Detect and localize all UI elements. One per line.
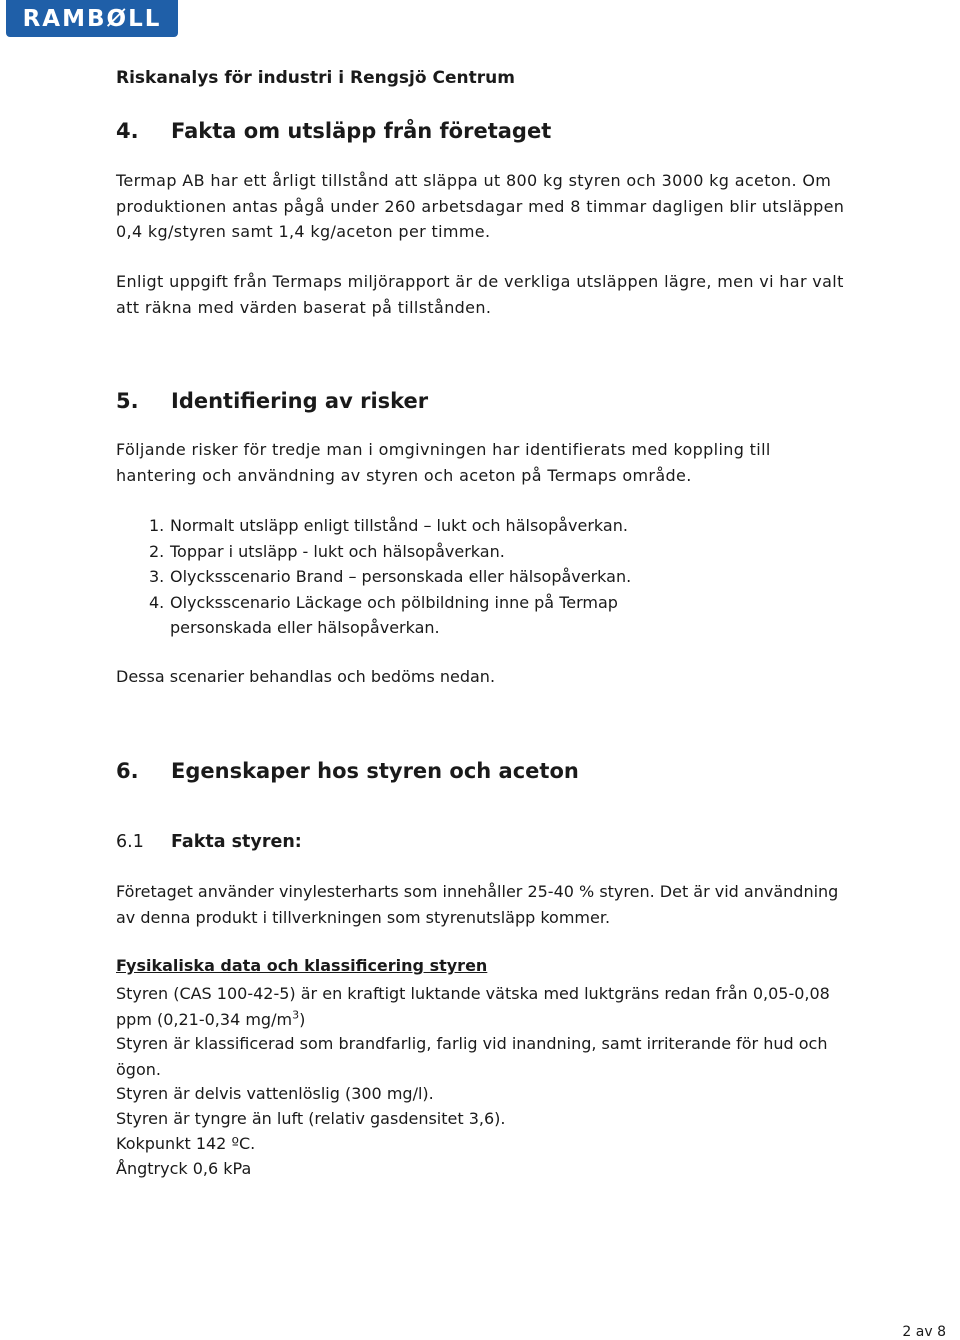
subsection-number: 6.1 xyxy=(116,832,144,852)
subsection-title: Fakta styren: xyxy=(171,832,302,852)
section-title: Identifiering av risker xyxy=(171,389,429,413)
list-item-text: Normalt utsläpp enligt tillstånd – lukt och hälsopåverkan. xyxy=(170,516,628,535)
physical-data-line-4: Styren är tyngre än luft (relativ gasdensitet 3,6). xyxy=(116,1109,506,1128)
physical-data-line-2: Styren är klassificerad som brandfarlig, farlig vid inandning, samt irriterande för hud och ögon. xyxy=(116,1034,828,1079)
list-item xyxy=(116,590,736,641)
section-5-intro: Följande risker för tredje man i omgivningen har identifierats med koppling till hantering och användning av styren och aceton på Termaps område. xyxy=(116,440,771,485)
superscript: 3 xyxy=(292,1008,300,1022)
logo-text: RAMBØLL xyxy=(22,5,162,32)
physical-data-line-1 xyxy=(116,981,846,1032)
list-item-text: Olycksscenario Brand – personskada eller hälsopåverkan. xyxy=(170,567,632,586)
risk-list xyxy=(116,513,736,641)
section-6-heading xyxy=(116,759,579,783)
physical-data-line-6: Ångtryck 0,6 kPa xyxy=(116,1159,252,1178)
section-4-heading xyxy=(116,119,551,143)
company-logo xyxy=(6,0,178,37)
section-5-outro: Dessa scenarier behandlas och bedöms nedan. xyxy=(116,667,496,686)
line-text: Styren (CAS 100-42-5) är en kraftigt luktande vätska med luktgräns redan från 0,05-0,08 ppm (0,21-0,34 mg/m xyxy=(116,984,830,1029)
section-title: Fakta om utsläpp från företaget xyxy=(171,119,552,143)
physical-data-title: Fysikaliska data och klassificering styren xyxy=(116,956,488,975)
subsection-6-1-heading xyxy=(116,832,302,852)
list-item-text: Toppar i utsläpp - lukt och hälsopåverkan. xyxy=(170,541,505,561)
list-item-text: Olycksscenario Läckage och pölbildning inne på Termap personskada eller hälsopåverkan. xyxy=(170,592,618,637)
page-number: 2 av 8 xyxy=(902,1324,946,1340)
section-title: Egenskaper hos styren och aceton xyxy=(171,759,579,783)
list-item xyxy=(116,564,736,590)
physical-data-line-3: Styren är delvis vattenlöslig (300 mg/l). xyxy=(116,1084,434,1103)
list-item-number: 4. xyxy=(149,592,165,612)
list-item xyxy=(116,539,736,565)
section-5-heading xyxy=(116,389,428,413)
line-text-end: ) xyxy=(299,1009,306,1029)
list-item-number: 3. xyxy=(149,567,165,586)
section-4-paragraph-1: Termap AB har ett årligt tillstånd att släppa ut 800 kg styren och 3000 kg aceton. Om produktionen antas pågå under 260 arbetsdagar med 8 timmar dagligen blir utsläppen 0,4 kg/styren samt 1,4 kg/aceton per timme. xyxy=(116,171,845,241)
section-number: 6. xyxy=(116,759,139,783)
list-item xyxy=(116,513,736,539)
section-4-paragraph-2: Enligt uppgift från Termaps miljörapport är de verkliga utsläppen lägre, men vi har valt att räkna med värden baserat på tillstånden. xyxy=(116,272,844,317)
document-title: Riskanalys för industri i Rengsjö Centrum xyxy=(116,68,515,88)
section-number: 5. xyxy=(116,389,139,413)
section-number: 4. xyxy=(116,119,139,143)
list-item-number: 2. xyxy=(149,541,165,561)
subsection-6-1-paragraph: Företaget använder vinylesterharts som innehåller 25-40 % styren. Det är vid användning av denna produkt i tillverkningen som styrenutsläpp kommer. xyxy=(116,882,839,927)
physical-data-line-5: Kokpunkt 142 ºC. xyxy=(116,1134,256,1153)
list-item-number: 1. xyxy=(149,516,165,535)
